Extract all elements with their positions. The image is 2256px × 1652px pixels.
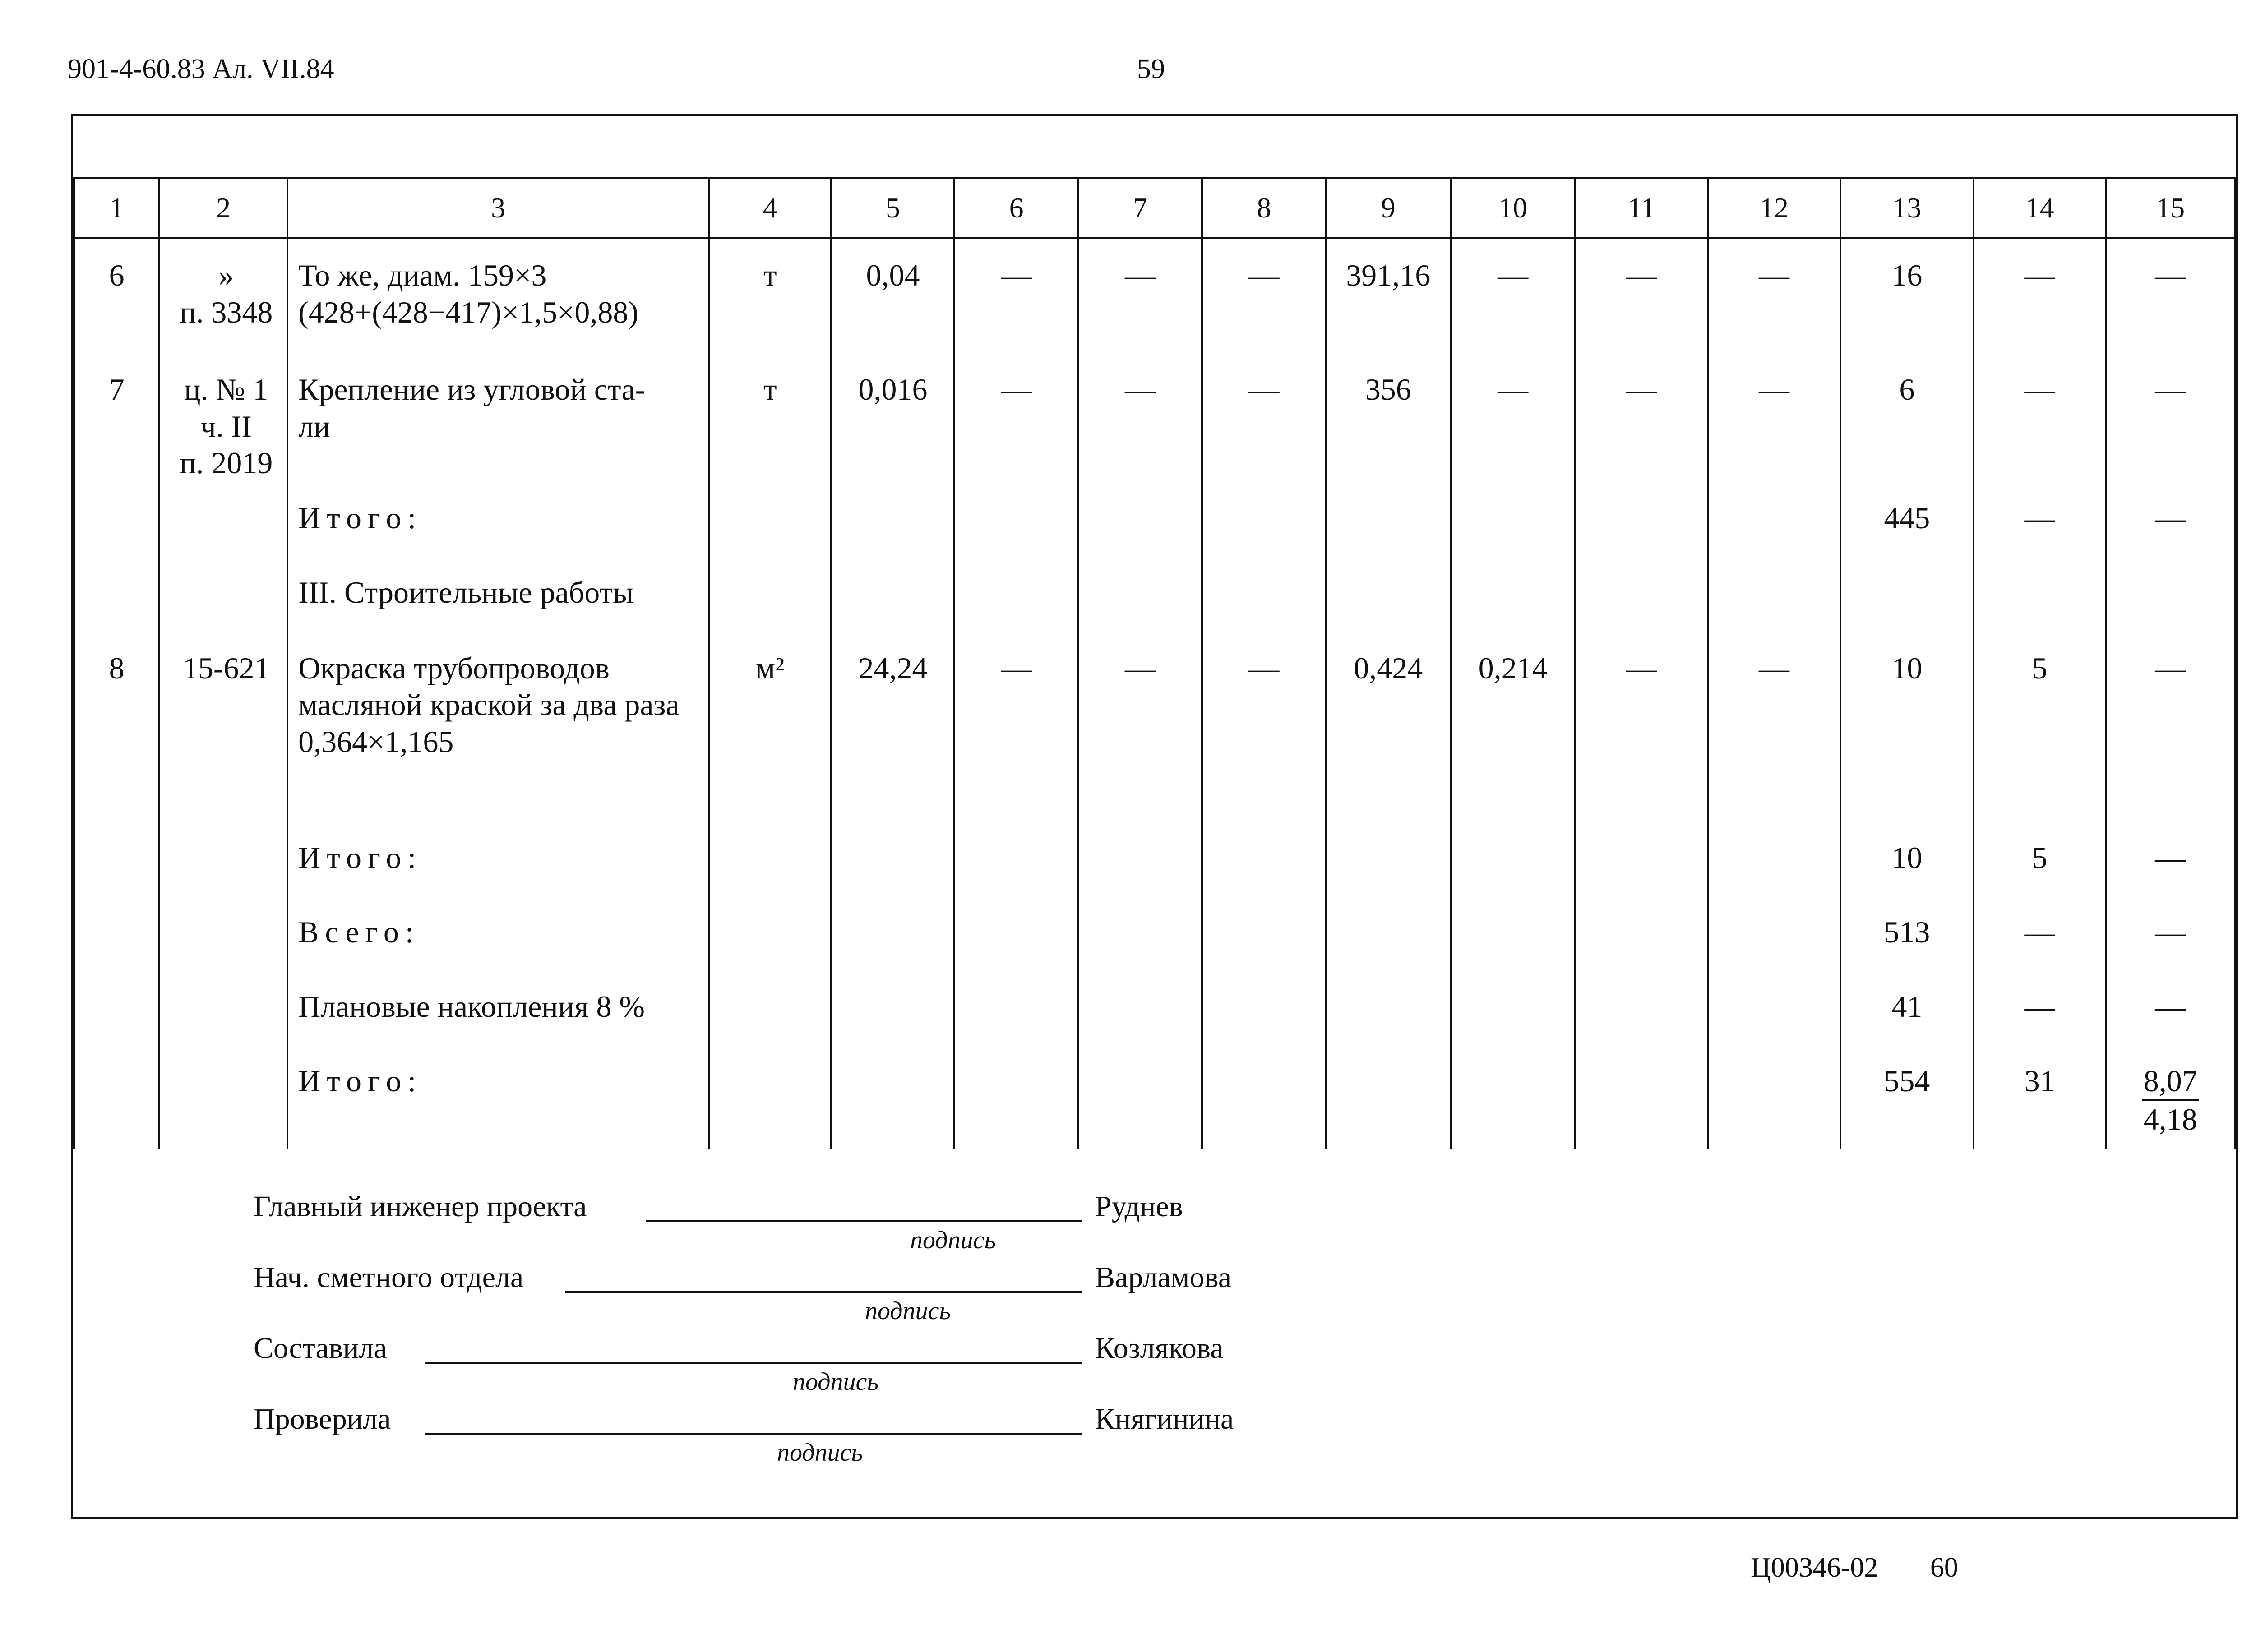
column-header-2: 2 <box>159 178 287 238</box>
cell-col-6 <box>954 556 1078 632</box>
cell-col-3: Итого: <box>287 482 709 556</box>
cell-col-8 <box>1202 821 1326 896</box>
cell-col-7 <box>1078 970 1202 1045</box>
signatory-name: Княгинина <box>1095 1403 1234 1435</box>
cell-col-12 <box>1708 896 1840 970</box>
cell-col-3: Плановые накопления 8 % <box>287 970 709 1045</box>
column-header-6: 6 <box>954 178 1078 238</box>
signatory-name: Руднев <box>1095 1190 1183 1223</box>
cell-col-14: 5 <box>1974 632 2106 821</box>
column-header-5: 5 <box>831 178 954 238</box>
cell-col-14: — <box>1974 970 2106 1045</box>
column-header-9: 9 <box>1326 178 1451 238</box>
column-header-14: 14 <box>1974 178 2106 238</box>
table-row <box>74 482 2235 556</box>
page-number: 59 <box>1137 54 1165 84</box>
cell-col-10: — <box>1451 238 1575 353</box>
table-row <box>74 896 2235 970</box>
cell-col-9: 0,424 <box>1326 632 1451 821</box>
cell-col-5: 0,04 <box>831 238 954 353</box>
cell-col-11 <box>1575 482 1708 556</box>
cell-col-11 <box>1575 896 1708 970</box>
cell-col-3: III. Строительные работы <box>287 556 709 632</box>
column-header-7: 7 <box>1078 178 1202 238</box>
signatory-name: Козлякова <box>1095 1332 1224 1365</box>
cell-col-1: 7 <box>74 353 159 482</box>
signature-hint: подпись <box>777 1439 863 1467</box>
cell-col-12: — <box>1708 632 1840 821</box>
table-row <box>74 353 2235 482</box>
cell-col-7: — <box>1078 632 1202 821</box>
cell-col-4 <box>709 556 831 632</box>
cell-col-6: — <box>954 632 1078 821</box>
cell-col-2: » п. 3348 <box>159 238 287 353</box>
cell-col-10: 0,214 <box>1451 632 1575 821</box>
cell-col-10 <box>1451 1045 1575 1149</box>
cell-col-8: — <box>1202 238 1326 353</box>
cell-col-10 <box>1451 482 1575 556</box>
cell-col-4: т <box>709 353 831 482</box>
cell-col-11 <box>1575 556 1708 632</box>
cell-col-7: — <box>1078 353 1202 482</box>
estimate-frame <box>71 114 2238 1519</box>
cell-col-8: — <box>1202 353 1326 482</box>
total-fraction <box>2142 1063 2199 1138</box>
cell-col-13: 445 <box>1840 482 1974 556</box>
cell-col-12: — <box>1708 353 1840 482</box>
cell-col-14: — <box>1974 238 2106 353</box>
cell-col-8 <box>1202 482 1326 556</box>
table-row <box>74 238 2235 353</box>
cell-col-8: — <box>1202 632 1326 821</box>
signature-line <box>565 1291 1082 1293</box>
cell-col-6: — <box>954 353 1078 482</box>
cell-col-13: 10 <box>1840 821 1974 896</box>
cell-col-12 <box>1708 821 1840 896</box>
cell-col-3: Окраска трубопроводов масляной краской за два раза 0,364×1,165 <box>287 632 709 821</box>
column-header-10: 10 <box>1451 178 1575 238</box>
cell-col-15: — <box>2106 353 2235 482</box>
cell-col-9: 356 <box>1326 353 1451 482</box>
cell-col-4 <box>709 896 831 970</box>
cell-col-6 <box>954 896 1078 970</box>
footer <box>1751 1552 2003 1584</box>
cell-col-15: — <box>2106 482 2235 556</box>
table-row <box>74 556 2235 632</box>
cell-col-5: 0,016 <box>831 353 954 482</box>
cell-col-9 <box>1326 970 1451 1045</box>
cell-col-15: — <box>2106 896 2235 970</box>
column-header-13: 13 <box>1840 178 1974 238</box>
cell-col-1: 8 <box>74 632 159 821</box>
cell-col-11: — <box>1575 632 1708 821</box>
signature-role: Нач. сметного отдела <box>254 1261 524 1294</box>
cell-col-14: 31 <box>1974 1045 2106 1149</box>
cell-col-1 <box>74 1045 159 1149</box>
cell-col-11 <box>1575 1045 1708 1149</box>
cell-col-9 <box>1326 482 1451 556</box>
cell-col-3: То же, диам. 159×3 (428+(428−417)×1,5×0,88) <box>287 238 709 353</box>
cell-col-5 <box>831 1045 954 1149</box>
cell-col-1 <box>74 556 159 632</box>
column-number-row <box>74 178 2235 238</box>
column-header-12: 12 <box>1708 178 1840 238</box>
cell-col-6 <box>954 821 1078 896</box>
cell-col-8 <box>1202 556 1326 632</box>
column-header-4: 4 <box>709 178 831 238</box>
cell-col-8 <box>1202 970 1326 1045</box>
footer-code: Ц00346-02 <box>1751 1552 1878 1583</box>
cell-col-15 <box>2106 556 2235 632</box>
cell-col-14: 5 <box>1974 821 2106 896</box>
signature-hint: подпись <box>865 1297 951 1325</box>
cell-col-14: — <box>1974 353 2106 482</box>
cell-col-15: — <box>2106 238 2235 353</box>
cell-col-15: — <box>2106 632 2235 821</box>
cell-col-5 <box>831 821 954 896</box>
cell-col-9 <box>1326 1045 1451 1149</box>
cell-col-2: ц. № 1 ч. II п. 2019 <box>159 353 287 482</box>
column-header-11: 11 <box>1575 178 1708 238</box>
cell-col-10 <box>1451 970 1575 1045</box>
cell-col-8 <box>1202 896 1326 970</box>
cell-col-5 <box>831 896 954 970</box>
cell-col-3: Крепление из угловой ста- ли <box>287 353 709 482</box>
cell-col-11 <box>1575 970 1708 1045</box>
column-header-3: 3 <box>287 178 709 238</box>
cell-col-5: 24,24 <box>831 632 954 821</box>
cell-col-6 <box>954 970 1078 1045</box>
table-row <box>74 1045 2235 1149</box>
signature-hint: подпись <box>910 1226 996 1254</box>
cell-col-5 <box>831 556 954 632</box>
cell-col-3: Итого: <box>287 1045 709 1149</box>
cell-col-5 <box>831 482 954 556</box>
cell-col-14 <box>1974 556 2106 632</box>
cell-col-4 <box>709 1045 831 1149</box>
footer-page-number: 60 <box>1930 1552 1958 1583</box>
signature-role: Главный инженер проекта <box>254 1190 587 1223</box>
cell-col-11: — <box>1575 353 1708 482</box>
cell-col-4: м² <box>709 632 831 821</box>
cell-col-12 <box>1708 970 1840 1045</box>
cell-col-8 <box>1202 1045 1326 1149</box>
cell-col-4: т <box>709 238 831 353</box>
fraction-denominator: 4,18 <box>2143 1102 2197 1137</box>
cell-col-3: Итого: <box>287 821 709 896</box>
cell-col-12 <box>1708 556 1840 632</box>
document-code: 901-4-60.83 Ал. VII.84 <box>68 54 334 84</box>
cell-col-12 <box>1708 1045 1840 1149</box>
fraction-numerator: 8,07 <box>2142 1063 2199 1102</box>
table-row <box>74 821 2235 896</box>
cell-col-7: — <box>1078 238 1202 353</box>
table-row <box>74 970 2235 1045</box>
signatory-name: Варламова <box>1095 1261 1232 1294</box>
cell-col-7 <box>1078 1045 1202 1149</box>
cell-col-13: 513 <box>1840 896 1974 970</box>
cell-col-13: 10 <box>1840 632 1974 821</box>
cell-col-4 <box>709 821 831 896</box>
cell-col-14: — <box>1974 896 2106 970</box>
cell-col-9: 391,16 <box>1326 238 1451 353</box>
cell-col-9 <box>1326 556 1451 632</box>
cell-col-4 <box>709 970 831 1045</box>
cell-col-2 <box>159 896 287 970</box>
signature-line <box>646 1220 1082 1222</box>
cell-col-1 <box>74 896 159 970</box>
cell-col-9 <box>1326 896 1451 970</box>
cell-col-13: 16 <box>1840 238 1974 353</box>
cell-col-7 <box>1078 556 1202 632</box>
cell-col-7 <box>1078 896 1202 970</box>
signature-role: Проверила <box>254 1403 391 1435</box>
cell-col-2 <box>159 821 287 896</box>
cell-col-13: 41 <box>1840 970 1974 1045</box>
cell-col-7 <box>1078 482 1202 556</box>
cell-col-10 <box>1451 556 1575 632</box>
cell-col-7 <box>1078 821 1202 896</box>
cell-col-10: — <box>1451 353 1575 482</box>
cell-col-13: 554 <box>1840 1045 1974 1149</box>
cell-col-1: 6 <box>74 238 159 353</box>
cell-col-5 <box>831 970 954 1045</box>
cell-col-11 <box>1575 821 1708 896</box>
cell-col-12 <box>1708 482 1840 556</box>
cell-col-15 <box>2106 1045 2235 1149</box>
cell-col-3: Всего: <box>287 896 709 970</box>
cell-col-1 <box>74 482 159 556</box>
cell-col-14: — <box>1974 482 2106 556</box>
cell-col-9 <box>1326 821 1451 896</box>
table-row <box>74 632 2235 821</box>
signature-line <box>425 1433 1082 1435</box>
signature-line <box>425 1362 1082 1364</box>
cell-col-4 <box>709 482 831 556</box>
cell-col-15: — <box>2106 821 2235 896</box>
cell-col-2 <box>159 970 287 1045</box>
column-header-8: 8 <box>1202 178 1326 238</box>
cell-col-1 <box>74 821 159 896</box>
cell-col-11: — <box>1575 238 1708 353</box>
cell-col-1 <box>74 970 159 1045</box>
cell-col-6 <box>954 482 1078 556</box>
cell-col-2 <box>159 556 287 632</box>
cell-col-15: — <box>2106 970 2235 1045</box>
cell-col-6: — <box>954 238 1078 353</box>
estimate-table <box>73 177 2236 1149</box>
cell-col-10 <box>1451 821 1575 896</box>
signature-hint: подпись <box>793 1368 878 1396</box>
cell-col-2: 15-621 <box>159 632 287 821</box>
cell-col-13: 6 <box>1840 353 1974 482</box>
cell-col-10 <box>1451 896 1575 970</box>
column-header-15: 15 <box>2106 178 2235 238</box>
cell-col-2 <box>159 1045 287 1149</box>
cell-col-12: — <box>1708 238 1840 353</box>
signature-role: Составила <box>254 1332 387 1365</box>
cell-col-2 <box>159 482 287 556</box>
cell-col-6 <box>954 1045 1078 1149</box>
cell-col-13 <box>1840 556 1974 632</box>
column-header-1: 1 <box>74 178 159 238</box>
